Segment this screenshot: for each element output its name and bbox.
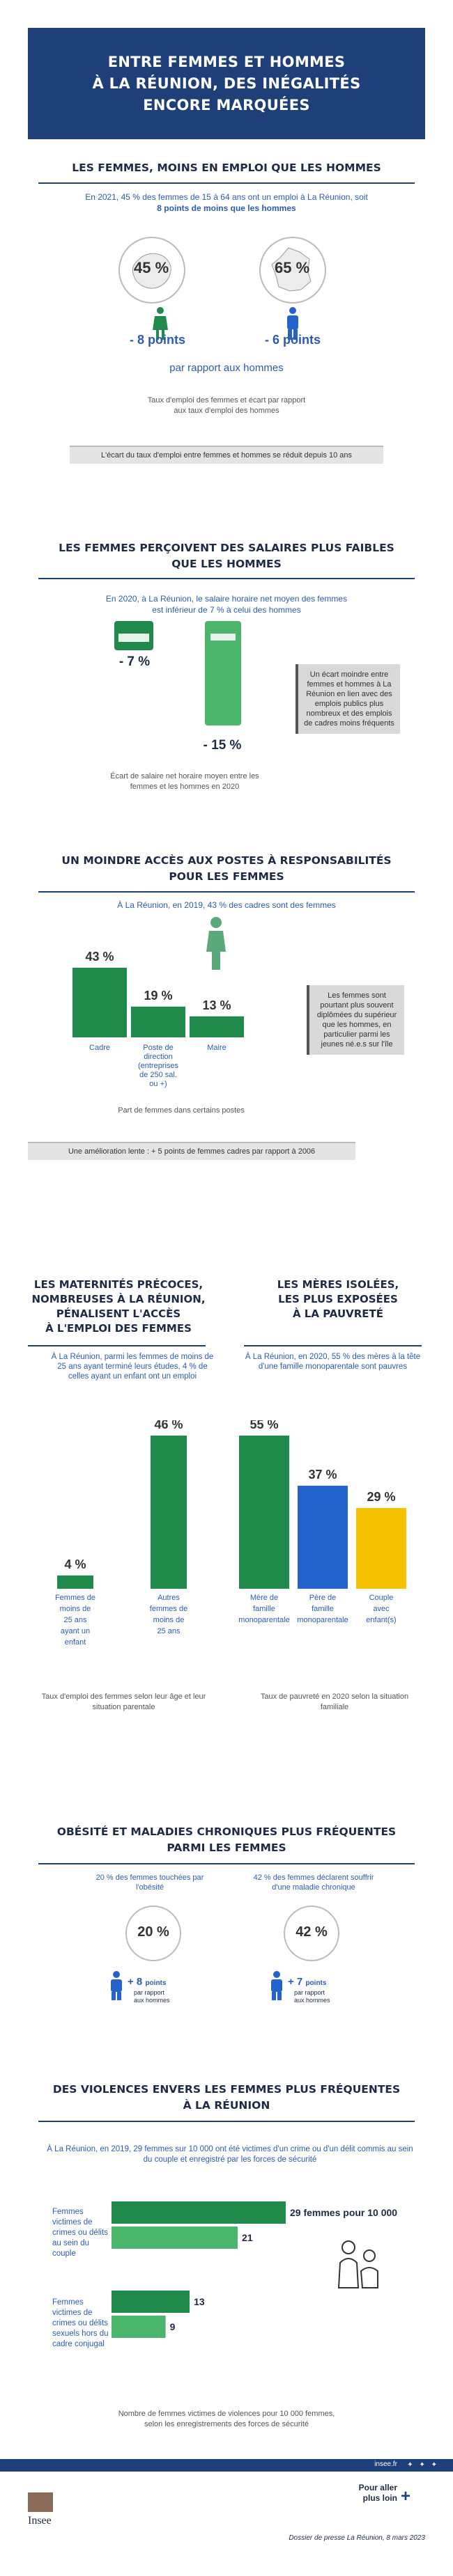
maternity-caption: Taux d'emploi des femmes selon leur âge et leur situation parentale [41,1693,206,1711]
france-wage-gap: - 15 % [203,738,242,753]
violence-row2-label: Femmes victimes de crimes ou délits sexuels hors du cadre conjugal [52,2298,109,2348]
category-label: moins de [59,1605,91,1613]
positions-caption: Part de femmes dans certains postes [118,1106,245,1115]
employment-note: L'écart du taux d'emploi entre femmes et hommes se réduit depuis 10 ans [70,446,383,464]
section-employment-title: LES FEMMES, MOINS EN EMPLOI QUE LES HOMMES [72,162,381,174]
violence-row1-label: Femmes victimes de crimes ou délits au sein du couple [52,2208,108,2258]
bar-value-label: 21 [242,2232,253,2243]
category-label: Maire [207,1044,227,1052]
section-health-title: OBÉSITÉ ET MALADIES CHRONIQUES PLUS FRÉQUENTES PARMI LES FEMMES [56,1825,397,1854]
positions-intro: À La Réunion, en 2019, 43 % des cadres sont des femmes [117,900,336,910]
category-label: ayant un [60,1627,91,1635]
category-label: ou +) [149,1080,167,1088]
maternity-title: LES MATERNITÉS PRÉCOCES, NOMBREUSES À LA RÉUNION, PÉNALISENT L'ACCÈS À L'EMPLOI DES FEMMES [31,1278,206,1335]
violence-caption: Nombre de femmes victimes de violences pour 10 000 femmes, selon les enregistrements des forces de sécurité [118,2410,335,2428]
section-violence-title: DES VIOLENCES ENVERS LES FEMMES PLUS FRÉQUENTES À LA RÉUNION [52,2083,401,2112]
bar-1 [239,1436,289,1589]
category-label: Femmes de [54,1594,96,1602]
category-label: 25 ans [63,1616,87,1624]
category-label: de 250 sal. [139,1071,177,1079]
source-note: Dossier de presse La Réunion, 8 mars 2023 [289,2534,425,2542]
wages-caption: Écart de salaire net horaire moyen entre les femmes et les hommes en 2020 [110,772,259,791]
category-label: Père de [309,1594,337,1602]
violence-bar [112,2316,166,2338]
single-mothers-intro: À La Réunion, en 2020, 55 % des mères à la tête d'une famille monoparentale sont pauvres [245,1353,421,1371]
divider [38,891,415,893]
divider [38,182,415,184]
category-label: famille [253,1605,275,1613]
title-banner [28,28,425,139]
category-label: enfant [64,1638,86,1647]
obesity-text: 20 % des femmes touchées par l'obésité [95,1874,204,1892]
category-label: enfant(s) [366,1616,397,1624]
category-label: direction [144,1053,173,1061]
divider [38,2121,415,2122]
bar-value-label: 9 [169,2321,176,2332]
reunion-wage-gap: - 7 % [118,654,151,669]
more-info-link[interactable]: Pour aller plus loin [358,2483,397,2503]
bar-value-label: 55 % [249,1420,279,1431]
chronic-disease-text: 42 % des femmes déclarent souffrir d'une maladie chronique [253,1874,374,1892]
bar-value-label: 13 % [202,998,231,1012]
protection-figures-icon [328,2235,390,2291]
single-mothers-title: LES MÈRES ISOLÉES, LES PLUS EXPOSÉES À LA PAUVRETÉ [277,1278,399,1320]
banner-line-1: ENTRE FEMMES ET HOMMES [107,53,346,70]
france-gap: - 6 points [265,333,321,347]
maternity-intro: À La Réunion, parmi les femmes de moins de 25 ans ayant terminé leurs études, 4 % de celles ayant un enfant ont un emploi [51,1353,214,1381]
bar-1 [72,968,127,1037]
bar-value-label: 4 % [64,1557,86,1571]
violence-intro: À La Réunion, en 2019, 29 femmes sur 10 000 ont été victimes d'un crime ou d'un délit commis au sein du couple et enregistré par les forces de sécurité [47,2145,413,2164]
category-label: Cadre [89,1044,110,1052]
bar-value-label: 46 % [154,1420,183,1431]
reunion-employment-rate: 45 % [134,259,169,276]
divider [38,1863,415,1864]
section-wages-title: LES FEMMES PERÇOIVENT DES SALAIRES PLUS FAIBLES QUE LES HOMMES [59,542,394,570]
category-label: Poste de [143,1044,174,1052]
poverty-caption: Taux de pauvreté en 2020 selon la situation familiale [260,1693,409,1711]
bar-value-label: 37 % [308,1468,337,1482]
obesity-gap: + 8 points [128,1976,167,1988]
employment-caption: Taux d'emploi des femmes et écart par rapport aux taux d'emploi des hommes [147,396,306,415]
employment-intro: En 2021, 45 % des femmes de 15 à 64 ans ont un emploi à La Réunion, soit 8 points de moins que les hommes [85,192,368,213]
man-icon [108,1970,125,2001]
maternity-chart [42,1420,209,1678]
social-icons[interactable]: ✦ ✦ ✦ [407,2461,439,2469]
divider [38,578,415,579]
bar-2 [131,1007,185,1037]
chronic-gap-sub: par rapport aux hommes [294,1989,330,2004]
positions-chart [70,940,265,1100]
chronic-gap: + 7 points [288,1976,327,1988]
reunion-wage-gap-bar [114,621,153,650]
bar-3 [190,1016,244,1037]
bar-value-label: 13 [194,2296,205,2307]
obesity-gap-sub: par rapport aux hommes [134,1989,170,2004]
category-label: moins de [153,1616,185,1624]
category-label: (entreprises [137,1062,179,1070]
site-link[interactable]: insee.fr [374,2460,397,2468]
category-label: Autres [158,1594,180,1602]
bar-value-label: 29 % [367,1490,396,1504]
obesity-rate: 20 % [137,1924,169,1940]
violence-bar [112,2291,190,2313]
bar-1 [57,1576,93,1589]
divider [244,1345,422,1346]
banner-line-2: À LA RÉUNION, DES INÉGALITÉS [92,74,361,92]
chronic-rate: 42 % [295,1924,328,1940]
bar-value-label: 43 % [85,950,114,964]
france-employment-rate: 65 % [275,259,310,276]
man-icon [268,1970,285,2001]
divider [28,1345,206,1346]
category-label: monoparentale [297,1616,348,1624]
category-label: 25 ans [157,1627,181,1635]
relative-to-men: par rapport aux hommes [169,362,284,374]
category-label: femmes de [149,1605,188,1613]
bar-value-label: 29 femmes pour 10 000 [290,2207,398,2218]
bar-3 [356,1508,406,1589]
plus-icon[interactable]: + [401,2487,411,2506]
category-label: monoparentale [238,1616,290,1624]
wages-intro: En 2020, à La Réunion, le salaire horaire net moyen des femmes est inférieur de 7 % à celui des hommes [105,594,348,615]
category-label: famille [312,1605,334,1613]
violence-chart [112,2200,446,2374]
insee-logo: Insee [28,2515,52,2527]
insee-logo-mark [28,2492,53,2512]
footer-bar [0,2459,453,2472]
violence-bar [112,2201,286,2224]
bar-value-label: 19 % [144,988,173,1003]
positions-note: Une amélioration lente : + 5 points de femmes cadres par rapport à 2006 [28,1142,355,1160]
banner-line-3: ENCORE MARQUÉES [143,96,310,113]
category-label: Mère de [249,1594,279,1602]
violence-bar [112,2226,238,2249]
poverty-chart [227,1420,436,1678]
reunion-gap: - 8 points [130,333,185,347]
bar-2 [151,1436,187,1589]
bar-2 [298,1486,348,1589]
category-label: avec [373,1605,390,1613]
positions-explanation-box: Les femmes sont pourtant plus souvent diplômées du supérieur que les hommes, en particulier parmi les jeunes né.e.s sur l'île [307,985,404,1055]
section-positions-title: UN MOINDRE ACCÈS AUX POSTES À RESPONSABILITÉS POUR LES FEMMES [61,854,392,883]
wages-explanation-box: Un écart moindre entre femmes et hommes à La Réunion en lien avec des emplois publics plus nombreux et des emplois de cadres moins fréquents [295,664,400,734]
category-label: Couple [369,1594,394,1602]
france-wage-gap-bar [202,613,244,738]
